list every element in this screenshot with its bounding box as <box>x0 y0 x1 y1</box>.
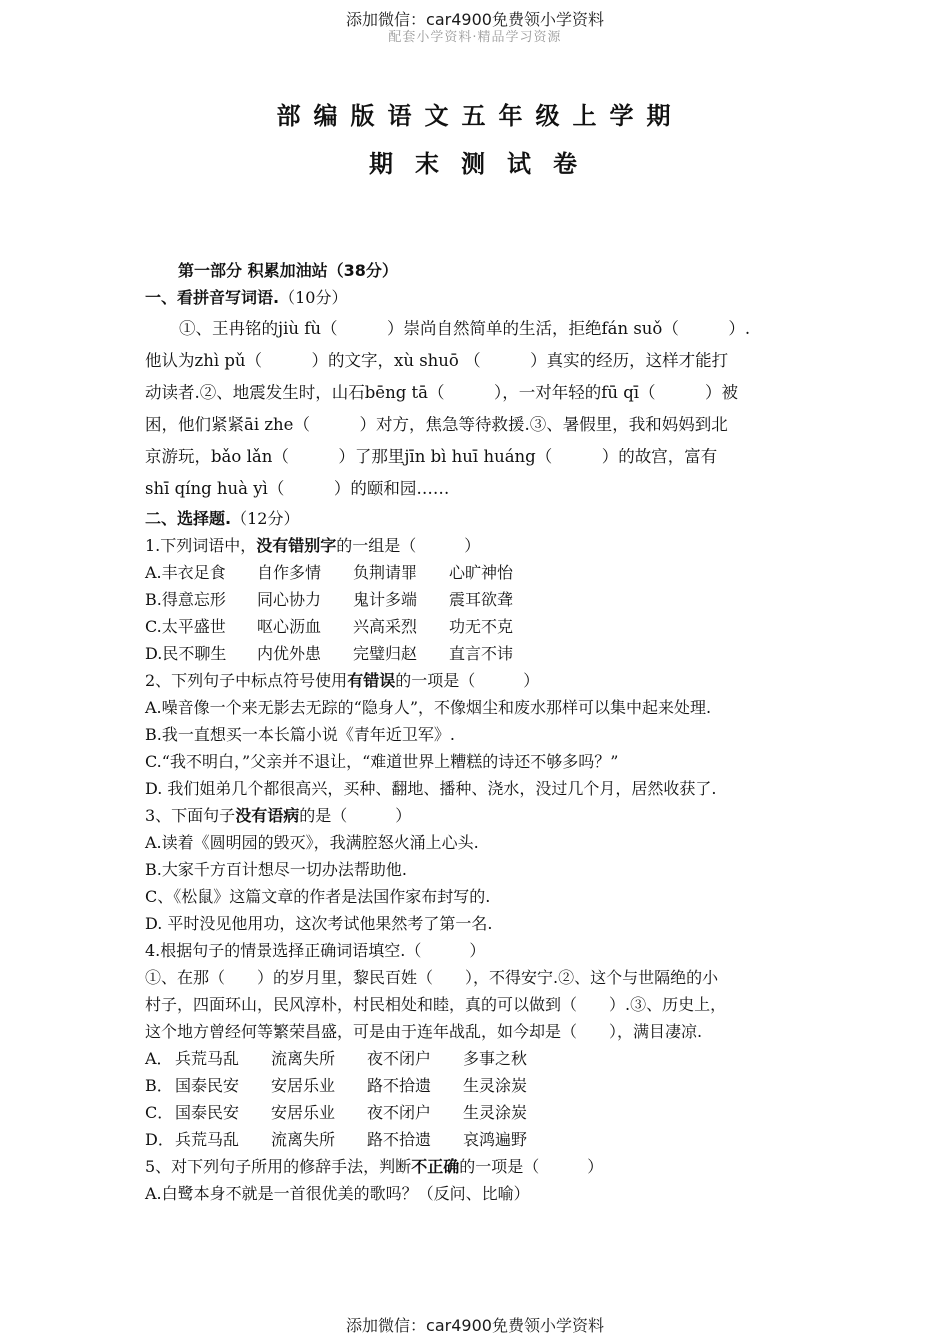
question-3-stem: 3、下面句子 <box>145 806 236 825</box>
question-3-option-a: A.读着《圆明园的毁灭》，我满腔怒火涌上心头. <box>145 833 479 852</box>
question-2-option-b: B.我一直想买一本长篇小说《青年近卫军》. <box>145 725 455 744</box>
section-2-heading <box>145 505 829 532</box>
pinyin-line: 京游玩，bǎo lǎn（ ）了那里jīn bì huī huáng（ ）的故宫，富有 <box>145 447 718 466</box>
question-1-option <box>145 613 829 640</box>
section-1-title: 一、看拼音写词语. <box>145 288 280 307</box>
section-1-heading <box>145 284 829 311</box>
option-word: 负荆请罪 <box>353 563 418 582</box>
option-word: 心旷神怡 <box>449 563 514 582</box>
option-word: 内优外患 <box>257 644 322 663</box>
option-word: A.丰衣足食 <box>145 563 226 582</box>
option-word: 夜不闭户 <box>367 1049 432 1068</box>
question-5-option-a: A.白鹭本身不就是一首很优美的歌吗？（反问、比喻） <box>145 1184 530 1203</box>
question-4-option <box>145 1045 829 1072</box>
option-word: 呕心沥血 <box>257 617 322 636</box>
question-2-blank: 的一项是（ ） <box>395 671 540 690</box>
option-word: 国泰民安 <box>175 1103 240 1122</box>
option-word: 同心协力 <box>257 590 322 609</box>
exam-subtitle: 期末测试卷 <box>369 150 599 178</box>
option-word: 生灵涂炭 <box>463 1076 528 1095</box>
question-3-option-b: B.大家千方百计想尽一切办法帮助他. <box>145 860 407 879</box>
option-word: 夜不闭户 <box>367 1103 432 1122</box>
option-word: 兵荒马乱 <box>175 1049 240 1068</box>
option-word: 多事之秋 <box>463 1049 528 1068</box>
watermark-bottom: 添加微信：car4900免费领小学资料 <box>346 1316 604 1335</box>
option-word: 功无不克 <box>449 617 514 636</box>
option-word: 路不拾遗 <box>367 1130 432 1149</box>
option-word: 国泰民安 <box>175 1076 240 1095</box>
option-word: 安居乐业 <box>271 1076 336 1095</box>
pinyin-paragraph <box>145 311 829 505</box>
question-4-option <box>145 1099 829 1126</box>
option-word: 震耳欲聋 <box>449 590 514 609</box>
pinyin-line: 困，他们紧紧āi zhe（ ）对方，焦急等待救援.③、暑假里，我和妈妈到北 <box>145 415 728 434</box>
question-5-stem: 5、对下列句子所用的修辞手法，判断 <box>145 1157 412 1176</box>
question-2-option-c: C.“我不明白，”父亲并不退让，“难道世界上糟糕的诗还不够多吗？” <box>145 752 619 771</box>
pinyin-line: ①、王冉铭的jiù fù（ ）崇尚自然简单的生活，拒绝fán suǒ（ ）. <box>179 319 751 338</box>
option-letter: B． <box>145 1076 173 1095</box>
question-1 <box>145 532 829 559</box>
option-word: B.得意忘形 <box>145 590 226 609</box>
watermark-top: 添加微信：car4900免费领小学资料 <box>346 10 604 29</box>
pinyin-line: shī qíng huà yì（ ）的颐和园…… <box>145 479 450 498</box>
option-word: D.民不聊生 <box>145 644 227 663</box>
option-word: 鬼计多端 <box>353 590 418 609</box>
option-word: 自作多情 <box>257 563 322 582</box>
option-word: 兵荒马乱 <box>175 1130 240 1149</box>
option-word: C.太平盛世 <box>145 617 226 636</box>
section-2-score: （12分） <box>231 509 300 528</box>
question-2-emphasis: 有错误 <box>347 671 396 690</box>
option-word: 流离失所 <box>271 1049 336 1068</box>
watermark-top-faint: 配套小学资料·精品学习资源 <box>388 30 562 45</box>
part-heading: 第一部分 积累加油站（38分） <box>178 261 398 280</box>
option-letter: D． <box>145 1130 174 1149</box>
exam-title: 部编版语文五年级上学期 <box>276 102 684 130</box>
option-word: 安居乐业 <box>271 1103 336 1122</box>
question-5 <box>145 1153 829 1180</box>
question-1-option <box>145 586 829 613</box>
question-2 <box>145 667 829 694</box>
option-word: 兴高采烈 <box>353 617 418 636</box>
question-1-option <box>145 640 829 667</box>
option-word: 路不拾遗 <box>367 1076 432 1095</box>
option-letter: A． <box>145 1049 173 1068</box>
option-word: 流离失所 <box>271 1130 336 1149</box>
exam-content <box>145 258 829 1207</box>
question-3-option-c: C、《松鼠》这篇文章的作者是法国作家布封写的. <box>145 887 491 906</box>
question-3-option-d: D. 平时没见他用功，这次考试他果然考了第一名. <box>145 914 493 933</box>
question-3-emphasis: 没有语病 <box>235 806 300 825</box>
pinyin-line: 动读者.②、地震发生时，山石bēng tā（ ），一对年轻的fū qī（ ）被 <box>145 383 739 402</box>
question-5-emphasis: 不正确 <box>411 1157 460 1176</box>
question-2-stem: 2、下列句子中标点符号使用 <box>145 671 348 690</box>
section-2-title: 二、选择题. <box>145 509 232 528</box>
option-word: 直言不讳 <box>449 644 514 663</box>
option-word: 生灵涂炭 <box>463 1103 528 1122</box>
question-4-stem: 4.根据句子的情景选择正确词语填空.（ ） <box>145 941 486 960</box>
option-word: 哀鸿遍野 <box>463 1130 528 1149</box>
section-1-score: （10分） <box>279 288 348 307</box>
option-letter: C． <box>145 1103 174 1122</box>
question-5-blank: 的一项是（ ） <box>459 1157 604 1176</box>
question-2-option-d: D. 我们姐弟几个都很高兴，买种、翻地、播种、浇水，没过几个月，居然收获了. <box>145 779 717 798</box>
question-4-passage-line: ①、在那（ ）的岁月里，黎民百姓（ ），不得安宁.②、这个与世隔绝的小 <box>145 968 719 987</box>
question-1-blank: 的一组是（ ） <box>336 536 481 555</box>
question-3 <box>145 802 829 829</box>
question-1-stem: 1.下列词语中， <box>145 536 257 555</box>
question-3-blank: 的是（ ） <box>299 806 412 825</box>
question-2-option-a: A.噪音像一个来无影去无踪的“隐身人”，不像烟尘和废水那样可以集中起来处理. <box>145 698 712 717</box>
question-1-option <box>145 559 829 586</box>
question-4-passage-line: 这个地方曾经何等繁荣昌盛，可是由于连年战乱，如今却是（ ），满目凄凉. <box>145 1022 703 1041</box>
question-1-emphasis: 没有错别字 <box>256 536 337 555</box>
question-4-option <box>145 1072 829 1099</box>
question-4-passage-line: 村子，四面环山，民风淳朴，村民相处和睦，真的可以做到（ ）.③、历史上， <box>145 995 727 1014</box>
option-word: 完璧归赵 <box>353 644 418 663</box>
pinyin-line: 他认为zhì pǔ（ ）的文字，xù shuō （ ）真实的经历，这样才能打 <box>145 351 729 370</box>
question-4-option <box>145 1126 829 1153</box>
